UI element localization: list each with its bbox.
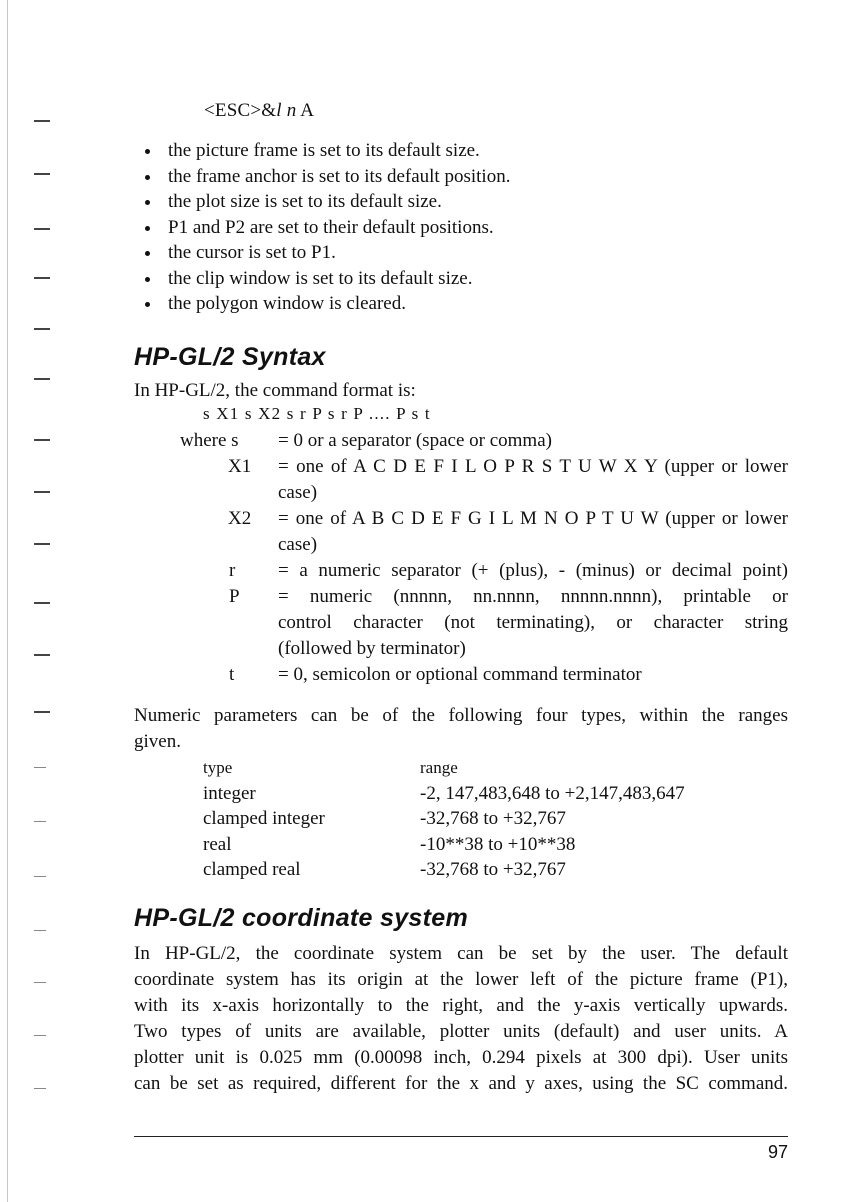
- definition-value: = one of A C D E F I L O P R S T U W X Y (upper or lower: [278, 456, 788, 477]
- definition-value: = numeric (nnnnn, nn.nnnn, nnnnn.nnnn), printable or: [278, 586, 788, 607]
- reset-effects-list: [140, 138, 510, 317]
- definition-key: where s: [180, 430, 239, 451]
- numeric-range-table: [203, 755, 685, 883]
- table-row: [203, 806, 685, 832]
- esc-sequence-italic: l n: [276, 100, 297, 121]
- paragraph-line: with its x-axis horizontally to the right, and the y-axis vertically upwards.: [134, 995, 788, 1016]
- margin-mark: [34, 543, 50, 545]
- definition-value: = 0, semicolon or optional command terminator: [278, 664, 642, 685]
- list-item: the cursor is set to P1.: [140, 240, 510, 266]
- paragraph-line: In HP-GL/2, the coordinate system can be set by the user. The default: [134, 943, 788, 964]
- footer-rule: [134, 1136, 788, 1137]
- margin-mark: [34, 378, 50, 380]
- range-cell: -32,768 to +32,767: [420, 808, 566, 829]
- section-heading-syntax: HP-GL/2 Syntax: [134, 343, 326, 371]
- margin-mark: [34, 711, 50, 713]
- list-item: the frame anchor is set to its default position.: [140, 164, 510, 190]
- type-cell: clamped real: [203, 859, 301, 880]
- binding-edge-line: [7, 0, 8, 1202]
- coordinate-system-paragraph: [134, 941, 788, 1097]
- margin-mark: [34, 1088, 46, 1089]
- syntax-intro: In HP-GL/2, the command format is:: [134, 380, 416, 401]
- margin-mark: [34, 120, 50, 122]
- definition-value-cont: (followed by terminator): [278, 638, 466, 659]
- definition-value: = one of A B C D E F G I L M N O P T U W (upper or lower: [278, 508, 788, 529]
- margin-mark: [34, 876, 46, 877]
- margin-mark: [34, 602, 50, 604]
- definition-value-cont: case): [278, 482, 318, 503]
- margin-mark: [34, 491, 50, 493]
- table-row: [203, 857, 685, 883]
- margin-mark: [34, 173, 50, 175]
- page-number: 97: [767, 1142, 788, 1162]
- definition-key: X1: [228, 456, 252, 477]
- margin-mark: [34, 439, 50, 441]
- column-header-type: type: [203, 758, 233, 777]
- paragraph-line: Two types of units are available, plotter units (default) and user units. A: [134, 1021, 788, 1042]
- definition-key: t: [229, 664, 235, 685]
- margin-mark: [34, 1035, 46, 1036]
- type-cell: clamped integer: [203, 808, 325, 829]
- list-item: the plot size is set to its default size.: [140, 189, 510, 215]
- paragraph-line: given.: [134, 731, 181, 752]
- esc-sequence: <ESC>&l n A: [204, 100, 315, 121]
- margin-mark: [34, 277, 50, 279]
- margin-mark: [34, 767, 46, 768]
- definition-value: = a numeric separator (+ (plus), - (minus) or decimal point): [278, 560, 788, 581]
- definition-value-cont: case): [278, 534, 318, 555]
- section-heading-coordinate-system: HP-GL/2 coordinate system: [134, 904, 468, 932]
- list-item: the picture frame is set to its default size.: [140, 138, 510, 164]
- range-cell: -32,768 to +32,767: [420, 859, 566, 880]
- definition-key: P: [229, 586, 240, 607]
- margin-mark: [34, 821, 46, 822]
- definition-key: X2: [228, 508, 252, 529]
- column-header-range: range: [420, 758, 458, 777]
- command-format: s X1 s X2 s r P s r P .... P s t: [203, 404, 431, 423]
- list-item: the clip window is set to its default size.: [140, 266, 510, 292]
- type-cell: integer: [203, 782, 256, 804]
- list-item: P1 and P2 are set to their default positions.: [140, 215, 510, 241]
- type-cell: real: [203, 833, 232, 855]
- range-cell: -2, 147,483,648 to +2,147,483,647: [420, 782, 685, 804]
- definition-value-cont: control character (not terminating), or character string: [278, 612, 788, 633]
- paragraph-line: can be set as required, different for the x and y axes, using the SC command.: [134, 1073, 788, 1094]
- paragraph-line: Numeric parameters can be of the following four types, within the ranges: [134, 705, 788, 726]
- paragraph-line: plotter unit is 0.025 mm (0.00098 inch, 0.294 pixels at 300 dpi). User units: [134, 1047, 788, 1068]
- margin-mark: [34, 228, 50, 230]
- margin-mark: [34, 982, 46, 983]
- table-header-row: [203, 755, 685, 781]
- margin-mark: [34, 328, 50, 330]
- range-cell: -10**38 to +10**38: [420, 833, 576, 855]
- table-row: [203, 832, 685, 858]
- table-row: [203, 781, 685, 807]
- margin-mark: [34, 654, 50, 656]
- definition-key: r: [229, 560, 236, 581]
- list-item: the polygon window is cleared.: [140, 291, 510, 317]
- definition-value: = 0 or a separator (space or comma): [278, 430, 552, 451]
- margin-mark: [34, 930, 46, 931]
- paragraph-line: coordinate system has its origin at the lower left of the picture frame (P1),: [134, 969, 788, 990]
- numeric-parameters-paragraph: [134, 703, 788, 755]
